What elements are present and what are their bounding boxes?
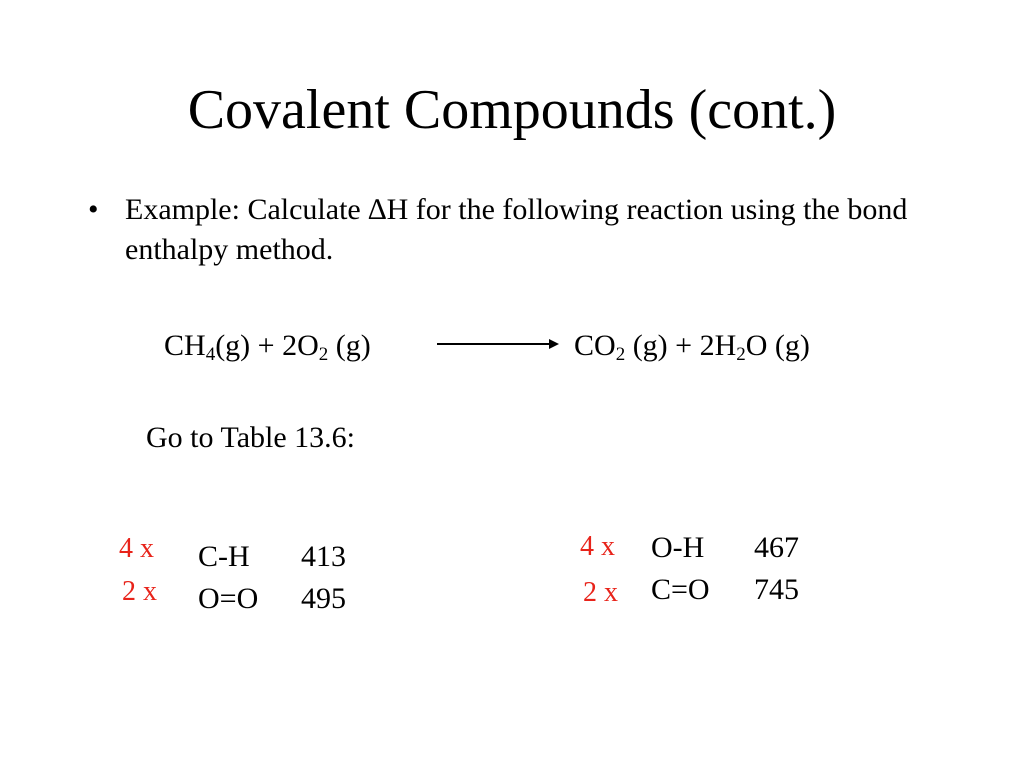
product-h2o-subscript: 2 — [736, 344, 746, 365]
reactant-o2-text: (g) + 2O — [215, 329, 319, 362]
product-co: CO — [574, 329, 616, 362]
bullet-marker: • — [88, 193, 99, 226]
left-value-2: 495 — [301, 582, 346, 615]
product-h2o-end: O (g) — [745, 329, 810, 362]
right-bond-2: C=O — [651, 573, 710, 606]
right-value-1: 467 — [754, 531, 799, 564]
goto-table-text: Go to Table 13.6: — [146, 421, 355, 454]
left-bond-2: O=O — [198, 582, 259, 615]
bullet-text: Example: Calculate ∆H for the following reaction using the bond enthalpy method. — [125, 193, 908, 266]
reactant-ch: CH — [164, 329, 206, 362]
right-multiplier-1: 4 x — [580, 531, 615, 562]
product-co-subscript: 2 — [615, 344, 626, 365]
reactant-o2-subscript: 2 — [318, 344, 329, 365]
reactants — [164, 326, 371, 366]
left-value-1: 413 — [301, 540, 346, 573]
reactant-ch-subscript: 4 — [205, 344, 216, 365]
left-bond-1: C-H — [198, 540, 250, 573]
slide-title: Covalent Compounds (cont.) — [187, 79, 837, 141]
reaction-arrow-icon — [437, 336, 559, 352]
reactant-o2-phase: (g) — [328, 329, 371, 362]
left-multiplier-1: 4 x — [119, 533, 154, 564]
products — [574, 326, 810, 366]
right-value-2: 745 — [754, 573, 799, 606]
product-h2o-text: (g) + 2H — [625, 329, 737, 362]
right-multiplier-2: 2 x — [583, 577, 618, 608]
right-bond-1: O-H — [651, 531, 705, 564]
left-multiplier-2: 2 x — [122, 576, 157, 607]
